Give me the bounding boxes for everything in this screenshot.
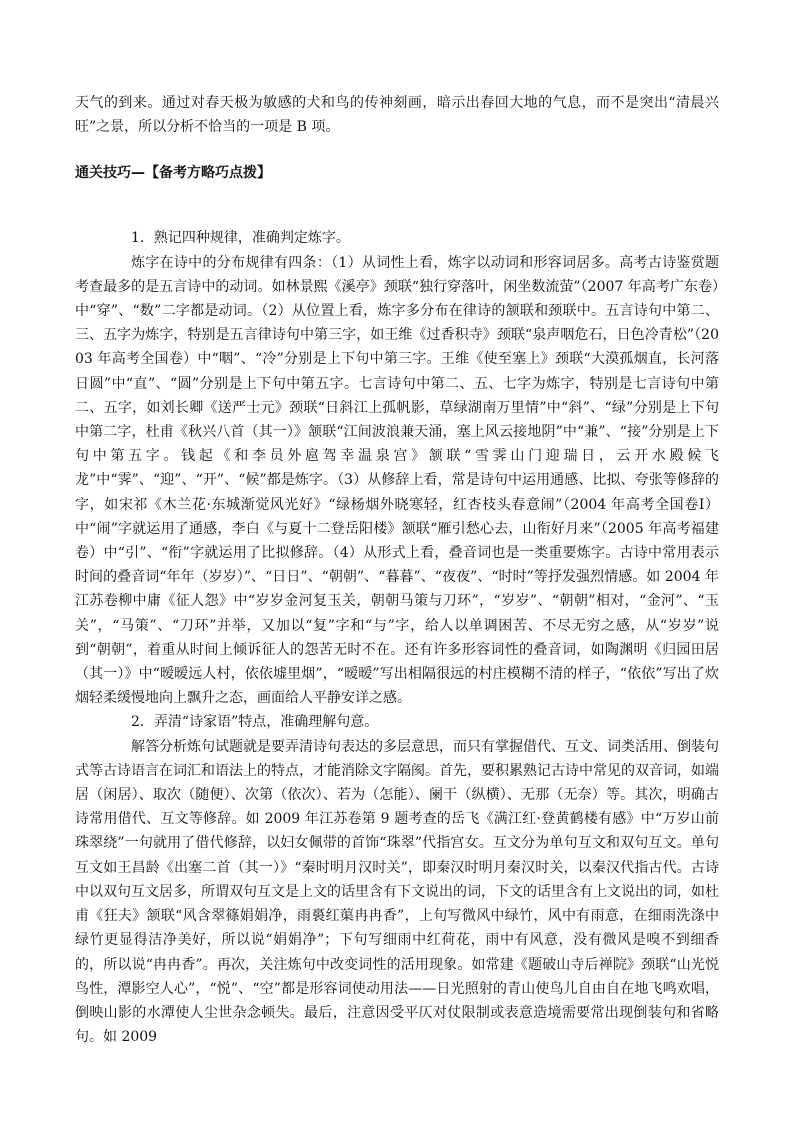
point1-title: 1．熟记四种规律，准确判定炼字。 [131, 230, 350, 247]
document-page [75, 88, 719, 1049]
point1-body: 炼字在诗中的分布规律有四条：（1）从词性上看，炼字以动词和形容词居多。高考古诗鉴赏题考查最多的是五言诗中的动词。如林景熙《溪亭》颈联“独行穿落叶，闲坐数流萤”（2007 年高考广东卷）中“穿”、“数”二字都是动词。（2）从位置上看，炼字多分布在律诗的颔联和颈联中。五言诗句中第二、三、五字为炼字，特别是五言律诗句中第三字，如王维《过香积寺》颈联“泉声咽危石，日色冷青松”（2003 年高考全国卷）中“咽”、“冷”分别是上下句中第三字。王维《使至塞上》颈联“大漠孤烟直，长河落日圆”中“直”、“圆”分别是上下句中第五字。七言诗句中第二、五、七字为炼字，特别是七言诗句中第二、五字，如刘长卿《送严士元》颈联“日斜江上孤帆影，草绿湖南万里情”中“斜”、“绿”分别是上下句中第二字，杜甫《秋兴八首（其一）》颔联“江间波浪兼天涌，塞上风云接地阴”中“兼”、“接”分别是上下句中第五字。钱起《和李员外扈驾幸温泉宫》颔联“雪霁山门迎瑞日，云开水殿候飞龙”中“霁”、“迎”、“开”、“候”都是炼字。（3）从修辞上看，常是诗句中运用通感、比拟、夸张等修辞的字，如宋祁《木兰花·东城渐觉风光好》“绿杨烟外晓寒轻，红杏枝头春意闹”（2004 年高考全国卷Ⅰ）中“闹”字就运用了通感，李白《与夏十二登岳阳楼》颔联“雁引愁心去，山衔好月来”（2005 年高考福建卷）中“引”、“衔”字就运用了比拟修辞。（4）从形式上看，叠音词也是一类重要炼字。古诗中常用表示时间的叠音词“年年（岁岁）”、“日日”、“朝朝”、“暮暮”、“夜夜”、“时时”等抒发强烈情感。如 2004 年江苏卷柳中庸《征人怨》中“岁岁金河复玉关，朝朝马策与刀环”，“岁岁”、“朝朝”相对，“金河”、“玉关”，“马策”、“刀环”并举，又加以“复”字和“与”字，给人以单调困苦、不尽无穷之感，从“岁岁”说到“朝朝”，着重从时间上倾诉征人的怨苦无时不在。还有许多形容词性的叠音词，如陶渊明《归园田居（其一）》中“暧暧远人村，依依墟里烟”，“暧暧”写出相隔很远的村庄模糊不清的样子，“依依”写出了炊烟轻柔缓慢地向上飘升之态，画面给人平静安详之感。 [75, 254, 719, 707]
point2-title: 2．弄清“诗家语”特点，准确理解句意。 [131, 714, 379, 731]
section-heading: 通关技巧—【备考方略巧点拨】 [75, 165, 271, 182]
intro-paragraph: 天气的到来。通过对春天极为敏感的犬和鸟的传神刻画，暗示出春回大地的气息，而不是突出“清晨兴旺”之景，所以分析不恰当的一项是 B 项。 [75, 95, 719, 136]
point2-body: 解答分析炼句试题就是要弄清诗句表达的多层意思，而只有掌握借代、互文、词类活用、倒装句式等古诗语言在词汇和语法上的特点，才能消除文字隔阂。首先，要积累熟记古诗中常见的双音词，如端居（闲居）、取次（随便）、次第（依次）、若为（怎能）、阑干（纵横）、无那（无奈）等。其次，明确古诗常用借代、互文等修辞。如 2009 年江苏卷第 9 题考查的岳飞《满江红·登黄鹤楼有感》中“万岁山前珠翠绕”一句就用了借代修辞，以妇女佩带的首饰“珠翠”代指宫女。互文分为单句互文和双句互文。单句互文如王昌龄《出塞二首（其一）》“秦时明月汉时关”，即秦汉时明月秦汉时关，以秦汉代指古代。古诗中以双句互文居多，所谓双句互文是上文的话里含有下文说出的词，下文的话里含有上文说出的词，如杜甫《狂夫》颔联“风含翠篠娟娟净，雨裛红蕖冉冉香”，上句写微风中绿竹，风中有雨意，在细雨洗涤中绿竹更显得洁净美好，所以说“娟娟净”；下句写细雨中红荷花，雨中有风意，没有微风是嗅不到细香的，所以说“冉冉香”。再次，关注炼句中改变词性的活用现象。如常建《题破山寺后禅院》颈联“山光悦鸟性，潭影空人心”，“悦”、“空”都是形容词使动用法——日光照射的青山使鸟儿自由自在地飞鸣欢唱，倒映山影的水潭使人尘世杂念顿失。最后，注意因受平仄对仗限制或表意造境需要常出现倒装句和省略句。如 2009 [75, 738, 719, 1046]
